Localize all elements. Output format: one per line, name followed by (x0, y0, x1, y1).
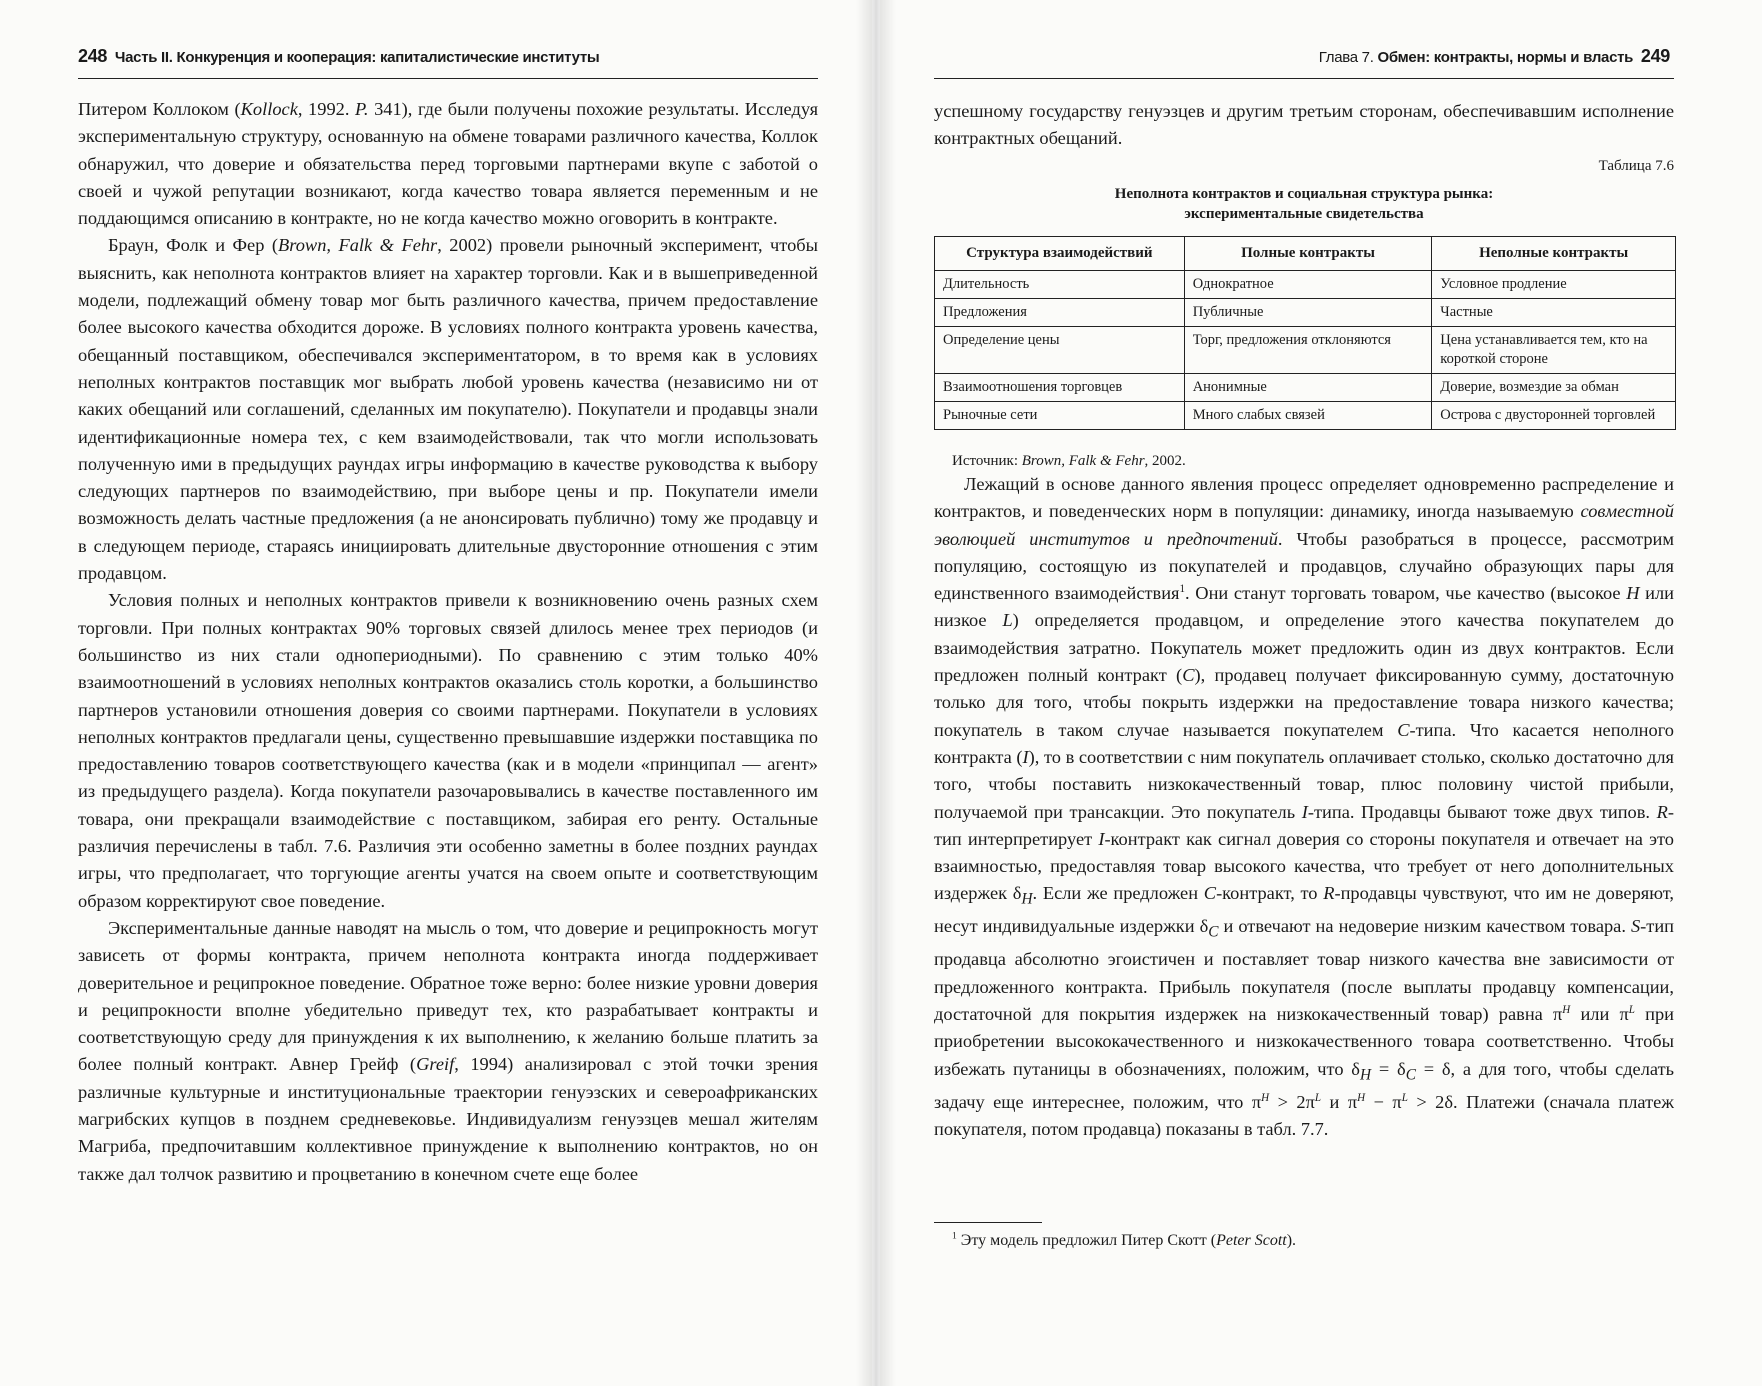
header-rule-right (934, 78, 1674, 79)
left-page (0, 0, 872, 1386)
page-number-left: 248 (78, 46, 108, 66)
left-body-text (78, 96, 818, 1188)
table-cell: Взаимоотношения торговцев (935, 374, 1185, 402)
table-header-cell: Неполные контракты (1432, 237, 1676, 271)
header-rule-left (78, 78, 818, 79)
table-cell: Анонимные (1184, 374, 1432, 402)
table-cell: Длительность (935, 271, 1185, 299)
table-cell: Цена устанавливается тем, кто на короткой стороне (1432, 327, 1676, 374)
table-source: Источник: Brown, Falk & Fehr, 2002. (952, 453, 1186, 469)
running-head-chapter: Глава 7. (1318, 49, 1374, 66)
table-row (935, 374, 1676, 402)
table-cell: Предложения (935, 299, 1185, 327)
right-top-text (934, 98, 1674, 153)
table-cell: Однократное (1184, 271, 1432, 299)
table-cell: Условное продление (1432, 271, 1676, 299)
paragraph-4: Экспериментальные данные наводят на мысль о том, что доверие и реципрокность могут зависеть от формы контракта, причем неполнота контракта иногда поддерживает доверительное и реципрокное поведение. Обратное тоже верно: более низкие уровни доверия и реципрокности вполне убедительно приведут тех, кто разрабатывает контракты и соответствующую среду для принуждения к их выполнению, к желанию больше платить за более полный контракт. Авнер Грейф (Greif, 1994) анализировал с этой точки зрения различные культурные и институциональные траектории генуэзских и североафриканских магрибских купцов в позднем средневековье. Индивидуализм генуэзцев мешал жителям Магриба, предпочитавшим коллективное принуждение к выполнению контрактов, но он также дал толчок развитию и процветанию в конечном счете еще более (78, 917, 818, 1184)
table-cell: Определение цены (935, 327, 1185, 374)
contracts-table (934, 236, 1676, 430)
right-page (880, 0, 1762, 1386)
table-cell: Торг, предложения отклоняются (1184, 327, 1432, 374)
running-head-part: Часть II. Конкуренция и кооперация: капиталистические институты (114, 49, 600, 66)
table-cell: Частные (1432, 299, 1676, 327)
paragraph-1: Питером Коллоком (Kollock, 1992. P. 341), где были получены похожие результаты. Исследуя экспериментальную структуру, основанную на обмене товарами различного качества, Коллок обнаружил, что доверие и обязательства перед торговыми партнерами вкупе с заботой о своей и чужой репутации возникают, когда качество товара является переменным и не поддающимся описанию в контракте, но не когда качество можно оговорить в контракте. (78, 99, 819, 229)
running-head-left (78, 46, 599, 67)
running-head-title: Обмен: контракты, нормы и власть (1377, 49, 1634, 66)
table-header-cell: Структура взаимодействий (935, 237, 1185, 271)
table-header-cell: Полные контракты (1184, 237, 1432, 271)
table-row (935, 327, 1676, 374)
table-row (935, 402, 1676, 430)
paragraph-3: Условия полных и неполных контрактов привели к возникновению очень разных схем торговли. При полных контрактах 90% торговых связей длилось менее трех периодов (и большинство из них стали однопериодными). По сравнению с этим только 40% взаимоотношений в условиях неполных контрактов оказались столь коротки, а большинство партнеров установили отношения доверия со своими партнерами. Покупатели в условиях неполных контрактов предлагали цены, существенно превышавшие издержки поставщика по предоставлению товаров соответствующего качества (как и в модели «принципал — агент» из предыдущего раздела). Когда покупатели разочаровывались в качестве поставленного им товара, они прекращали взаимодействие с поставщиком, забирая его ренту. Остальные различия перечислены в табл. 7.6. Различия эти особенно заметны в более поздних раундах игры, что предполагает, что торгующие агенты учатся на своем опыте и соответствующим образом корректируют свое поведение. (78, 590, 818, 911)
paragraph-continuation: успешному государству генуэзцев и другим третьим сторонам, обеспечивавшим исполнение контрактных обещаний. (934, 101, 1674, 149)
table-row (935, 271, 1676, 299)
table-number: Таблица 7.6 (1598, 158, 1674, 174)
table-title: Неполнота контрактов и социальная структура рынка: экспериментальные свидетельства (1114, 186, 1494, 222)
table-header-row (935, 237, 1676, 271)
table-cell: Рыночные сети (935, 402, 1185, 430)
paragraph-2: Браун, Фолк и Фер (Brown, Falk & Fehr, 2002) провели рыночный эксперимент, чтобы выяснить, как неполнота контрактов влияет на характер торговли. Как и в вышеприведенной модели, подлежащий обмену товар мог быть различного качества, причем предоставление более высокого качества обходится дороже. В условиях полного контракта уровень качества, обещанный поставщиком, обеспечивался экспериментатором, в то время как в условиях неполных контрактов поставщик мог выбрать любой уровень качества (независимо ни от каких обещаний или соглашений, сделанных им покупателю). Покупатели и продавцы знали идентификационные номера тех, с кем взаимодействовали, так что могли использовать полученную ими в предыдущих раундах игры информацию в качестве руководства к выбору следующих партнеров по взаимодействию, при выборе цены и пр. Покупатели имели возможность делать частные предложения (а не анонсировать публично) тому же продавцу и в следующем периоде, стараясь инициировать длительные двусторонние отношения с этим продавцом. (78, 235, 818, 584)
table-row (935, 299, 1676, 327)
right-body-text (934, 471, 1674, 1143)
table-cell: Доверие, возмездие за обман (1432, 374, 1676, 402)
table-cell: Острова с двусторонней торговлей (1432, 402, 1676, 430)
running-head-right (1319, 46, 1670, 67)
footnote: $^1$ Эту модель предложил Питер Скотт (Peter Scott). (952, 1230, 1297, 1249)
book-gutter (856, 0, 896, 1386)
table-cell: Много слабых связей (1184, 402, 1432, 430)
paragraph-model: Лежащий в основе данного явления процесс определяет одновременно распределение и контрактов, и поведенческих норм в популяции: динамику, иногда называемую совместной эволюцией институтов и предпочтений. Чтобы разобраться в процессе, рассмотрим популяцию, состоящую из покупателей и продавцов, случайно образующих пары для единственного взаимодействия$^1$. Они станут торговать товаром, чье качество (высокое H или низкое L) определяется продавцом, и определение этого качества покупателем до взаимодействия затратно. Покупатель может предложить один из двух контрактов. Если предложен полный контракт (C), продавец получает фиксированную сумму, достаточную только для того, чтобы покрыть издержки на предоставление товара низкого качества; покупатель в таком случае называется покупателем C-типа. Что касается неполного контракта (I), то в соответствии с ним покупатель оплачивает столько, сколько достаточно для того, чтобы поставить низкокачественный товар, плюс половину чистой прибыли, получаемой при трансакции. Это покупатель I-типа. Продавцы бывают тоже двух типов. R-тип интерпретирует I-контракт как сигнал доверия со стороны покупателя и отвечает на это взаимностью, предоставляя товар высокого качества, что требует от него дополнительных издержек $\delta_H$. Если же предложен C-контракт, то R-продавцы чувствуют, что им не доверяют, несут индивидуальные издержки $\delta_C$ и отвечают на недоверие низким качеством товара. S-тип продавца абсолютно эгоистичен и поставляет товар низкого качества вне зависимости от предложенного контракта. Прибыль покупателя (после выплаты продавцу компенсации, достаточной для покрытия издержек на низкокачественный товар) равна $\pi^H$ или $\pi^L$ при приобретении высококачественного и низкокачественного товара соответственно. Чтобы избежать путаницы в обозначениях, положим, что $\delta_H = \delta_C = \delta$, а для того, чтобы сделать задачу еще интереснее, положим, что $\pi^H > 2\pi^L$ и $\pi^H - \pi^L > 2\delta$. Платежи (сначала платеж покупателя, потом продавца) показаны в табл. 7.7. (934, 474, 1675, 1139)
page-number-right: 249 (1640, 46, 1670, 66)
footnote-rule (934, 1222, 1042, 1223)
table-cell: Публичные (1184, 299, 1432, 327)
